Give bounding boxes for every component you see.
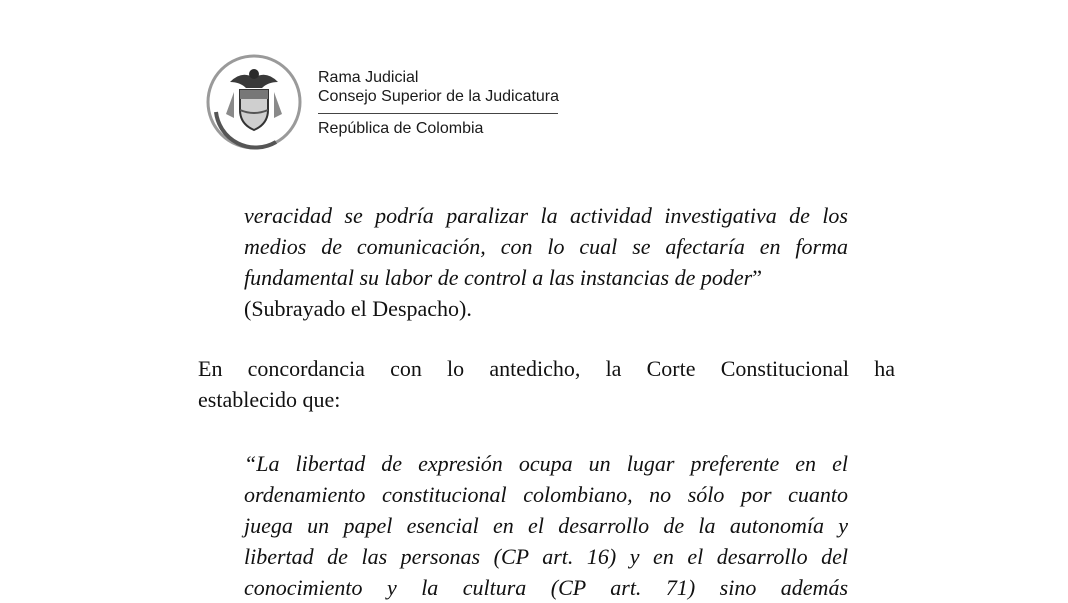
closing-quote-mark: ” [752,265,762,290]
colombian-coat-of-arms-icon [204,52,304,152]
quote-line: “La libertad de expresión ocupa un lugar preferente en el [244,451,848,476]
org-name-consejo-superior: Consejo Superior de la Judicatura [318,88,560,105]
organization-header [318,68,560,137]
quote-line [244,262,848,293]
quote-line: medios de comunicación, con lo cual se afectaría en forma [244,234,848,259]
paragraph-line: En concordancia con lo antedicho, la Corte Constitucional ha [198,356,895,381]
quote-line: conocimiento y la cultura (CP art. 71) sino además [244,575,848,600]
body-paragraph [198,353,895,415]
org-name-rama-judicial: Rama Judicial [318,69,419,86]
quote-line: libertad de las personas (CP art. 16) y en el desarrollo del [244,544,848,569]
block-quote-veracidad [244,200,848,324]
quote-line: veracidad se podría paralizar la actividad investigativa de los [244,203,848,228]
quote-citation: (Subrayado el Despacho). [244,296,472,321]
quote-line: ordenamiento constitucional colombiano, no sólo por cuanto [244,482,848,507]
org-country: República de Colombia [318,120,484,137]
paragraph-line: establecido que: [198,387,341,412]
quote-line: juega un papel esencial en el desarrollo de la autonomía y [244,513,848,538]
header-divider [318,113,558,114]
quote-line-italic: fundamental su labor de control a las instancias de poder [244,265,753,290]
